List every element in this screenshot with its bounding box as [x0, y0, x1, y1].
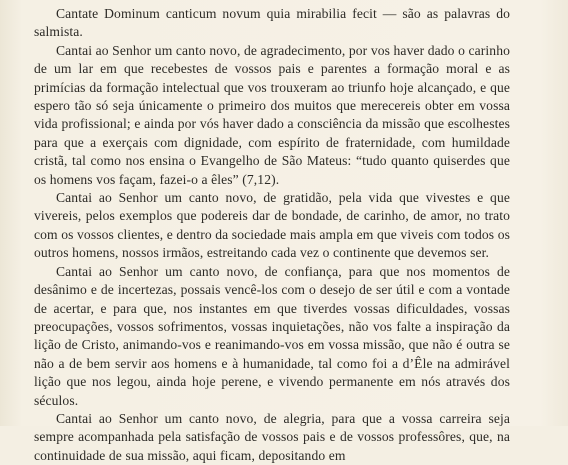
- paragraph-psalm-quote: Cantate Dominum canticum novum quia mirabilia fecit — são as palavras do salmista.: [34, 6, 510, 40]
- paragraph-gratitude-life: Cantai ao Senhor um canto novo, de gratidão, pela vida que vivestes e que vivereis, pelos exemplos que podereis dar de bondade, de carinho, de amor, no trato com os vossos clientes, e dentro da sociedade mais ampla em que viveis com todos os outros homens, nossos irmãos, estreitando cada vez o continente que devemos ser.: [34, 190, 510, 261]
- paragraph-gratitude-home: Cantai ao Senhor um canto novo, de agradecimento, por vos haver dado o carinho de um lar em que recebestes de vossos pais e parentes a formação moral e as primícias da formação intelectual que vos trouxeram ao triunfo hoje alcançado, e que espero tão só seja únicamente o primeiro dos muitos que merecereis obter em vossa vida profissional; e ainda por vós haver dado a consciência da missão que escolhestes para que a exerçais com dignidade, com espírito de fraternidade, com humildade cristã, tal como nos ensina o Evangelho de São Mateus: “tudo quanto quiserdes que os homens vos façam, fazei-o a êles” (7,12).: [34, 42, 510, 187]
- paragraph-confidence: Cantai ao Senhor um canto novo, de confiança, para que nos momentos de desânimo e de incertezas, possais vencê-los com o desejo de ser útil e com a vontade de acertar, e para que, nos instantes em que tiverdes vossas dificuldades, vossas preocupações, vossos sofrimentos, vossas inquietações, não vos falte a inspiração da lição de Cristo, animando-vos e reanimando-vos em vossa missão, que não é outra se não a de bem servir aos homens e à humanidade, tal como foi a d’Êle na admirável lição que nos legou, ainda hoje perene, e vivendo permanente em nós através dos séculos.: [34, 263, 510, 408]
- paragraph-joy: Cantai ao Senhor um canto novo, de alegria, para que a vossa carreira seja sempre acompanhada pela satisfação de vossos pais e de vossos professôres, que, na continuidade de sua missão, aqui ficam, depositando em: [34, 410, 510, 463]
